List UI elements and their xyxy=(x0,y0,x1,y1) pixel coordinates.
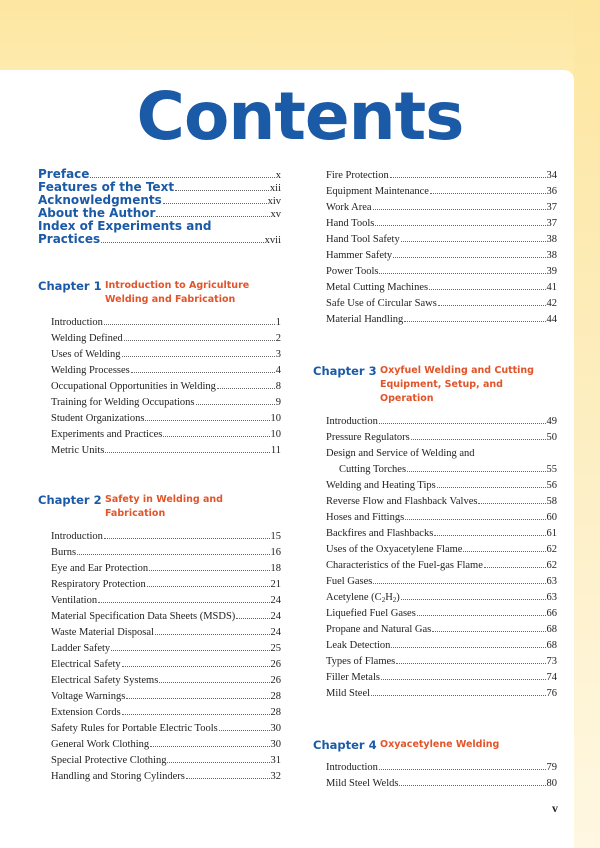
toc-entry[interactable]: Filler Metals 74 xyxy=(326,672,557,683)
toc-entry[interactable]: Waste Material Disposal 24 xyxy=(51,627,281,638)
right-column xyxy=(313,168,557,792)
toc-entry[interactable]: Handling and Storing Cylinders 32 xyxy=(51,771,281,782)
toc-entry[interactable]: Occupational Opportunities in Welding 8 xyxy=(51,381,281,392)
toc-entry[interactable]: Uses of the Oxyacetylene Flame 62 xyxy=(326,544,557,555)
toc-entry-preface[interactable]: Preface x xyxy=(38,167,281,181)
toc-entry[interactable]: Hand Tool Safety 38 xyxy=(326,234,557,245)
toc-entry[interactable]: Ladder Safety 25 xyxy=(51,643,281,654)
toc-entry[interactable]: Eye and Ear Protection 18 xyxy=(51,563,281,574)
dot-leader xyxy=(175,190,269,191)
toc-entry[interactable]: Leak Detection 68 xyxy=(326,640,557,651)
toc-entry[interactable]: Metal Cutting Machines 41 xyxy=(326,282,557,293)
toc-entry[interactable]: Hoses and Fittings 60 xyxy=(326,512,557,523)
toc-entry[interactable]: General Work Clothing 30 xyxy=(51,739,281,750)
toc-entry-index[interactable]: Index of Experiments and Practices xvii xyxy=(38,219,281,246)
dot-leader xyxy=(156,216,269,217)
chapter-3 xyxy=(313,364,557,702)
toc-entry-features[interactable]: Features of the Text xii xyxy=(38,180,281,194)
toc-entry[interactable]: Fuel Gases 63 xyxy=(326,576,557,587)
toc-entry[interactable]: Material Specification Data Sheets (MSDS) 24 xyxy=(51,611,281,622)
toc-entry[interactable]: Mild Steel 76 xyxy=(326,688,557,699)
toc-entry[interactable]: Extension Cords 28 xyxy=(51,707,281,718)
toc-entry[interactable]: Welding Defined 2 xyxy=(51,333,281,344)
toc-entry[interactable]: Metric Units 11 xyxy=(51,445,281,456)
left-column xyxy=(38,168,281,785)
toc-entry[interactable]: Safe Use of Circular Saws 42 xyxy=(326,298,557,309)
toc-entry[interactable]: Welding Processes 4 xyxy=(51,365,281,376)
front-matter xyxy=(38,168,281,246)
chapter-4 xyxy=(313,738,557,792)
toc-entry[interactable]: Introduction 1 xyxy=(51,317,281,328)
toc-entry[interactable]: Work Area 37 xyxy=(326,202,557,213)
dot-leader xyxy=(163,203,267,204)
toc-entry[interactable]: Burns 16 xyxy=(51,547,281,558)
dot-leader xyxy=(101,242,263,243)
toc-entry[interactable]: Types of Flames 73 xyxy=(326,656,557,667)
toc-entry[interactable]: Introduction 15 xyxy=(51,531,281,542)
dot-leader xyxy=(90,177,274,178)
toc-entry[interactable]: Mild Steel Welds 80 xyxy=(326,778,557,789)
toc-entry[interactable]: Voltage Warnings 28 xyxy=(51,691,281,702)
chapter-1 xyxy=(38,279,281,459)
toc-entry[interactable]: Liquefied Fuel Gases 66 xyxy=(326,608,557,619)
toc-entry[interactable]: Respiratory Protection 21 xyxy=(51,579,281,590)
toc-entry-acetylene[interactable]: Acetylene $(C_2H_2)$ 63 xyxy=(326,592,557,604)
toc-entry[interactable]: Welding and Heating Tips 56 xyxy=(326,480,557,491)
chapter-heading[interactable]: Chapter 1 Introduction to Agriculture Welding and Fabrication xyxy=(38,279,250,305)
toc-entry[interactable]: Electrical Safety 26 xyxy=(51,659,281,670)
toc-entry-acknowledgments[interactable]: Acknowledgments xiv xyxy=(38,193,281,207)
toc-entry[interactable]: Hand Tools 37 xyxy=(326,218,557,229)
toc-entry[interactable]: Training for Welding Occupations 9 xyxy=(51,397,281,408)
toc-entry[interactable]: Introduction 79 xyxy=(326,762,557,773)
toc-entry[interactable]: Equipment Maintenance 36 xyxy=(326,186,557,197)
toc-entry[interactable]: Hammer Safety 38 xyxy=(326,250,557,261)
toc-entry[interactable]: Fire Protection 34 xyxy=(326,170,557,181)
page-title: Contents xyxy=(136,78,464,155)
chapter-heading[interactable]: Chapter 2 Safety in Welding and Fabrication xyxy=(38,493,223,519)
toc-entry[interactable]: Material Handling 44 xyxy=(326,314,557,325)
chapter-heading[interactable]: Chapter 4 Oxyacetylene Welding xyxy=(313,738,500,752)
toc-entry[interactable]: Uses of Welding 3 xyxy=(51,349,281,360)
toc-entry[interactable]: Electrical Safety Systems 26 xyxy=(51,675,281,686)
toc-entry[interactable]: Power Tools 39 xyxy=(326,266,557,277)
toc-entry[interactable]: Safety Rules for Portable Electric Tools 30 xyxy=(51,723,281,734)
toc-entry[interactable]: Pressure Regulators 50 xyxy=(326,432,557,443)
toc-entry[interactable]: Characteristics of the Fuel-gas Flame 62 xyxy=(326,560,557,571)
toc-entry[interactable]: Student Organizations 10 xyxy=(51,413,281,424)
chapter-heading[interactable]: Chapter 3 Oxyfuel Welding and Cutting Equipment, Setup, and Operation xyxy=(313,364,534,404)
toc-entry[interactable]: Introduction 49 xyxy=(326,416,557,427)
toc-entry-about-author[interactable]: About the Author xv xyxy=(38,206,281,220)
page-number: v xyxy=(552,801,558,815)
toc-entry[interactable]: Backfires and Flashbacks 61 xyxy=(326,528,557,539)
toc-entry[interactable]: Ventilation 24 xyxy=(51,595,281,606)
toc-entry[interactable]: Experiments and Practices 10 xyxy=(51,429,281,440)
chapter-2-continued xyxy=(313,168,557,328)
toc-entry[interactable]: Reverse Flow and Flashback Valves 58 xyxy=(326,496,557,507)
chapter-2 xyxy=(38,493,281,785)
toc-entry[interactable]: Special Protective Clothing 31 xyxy=(51,755,281,766)
toc-entry[interactable]: Propane and Natural Gas 68 xyxy=(326,624,557,635)
toc-entry[interactable]: Design and Service of Welding and Cutting Torches 55 xyxy=(326,448,557,475)
